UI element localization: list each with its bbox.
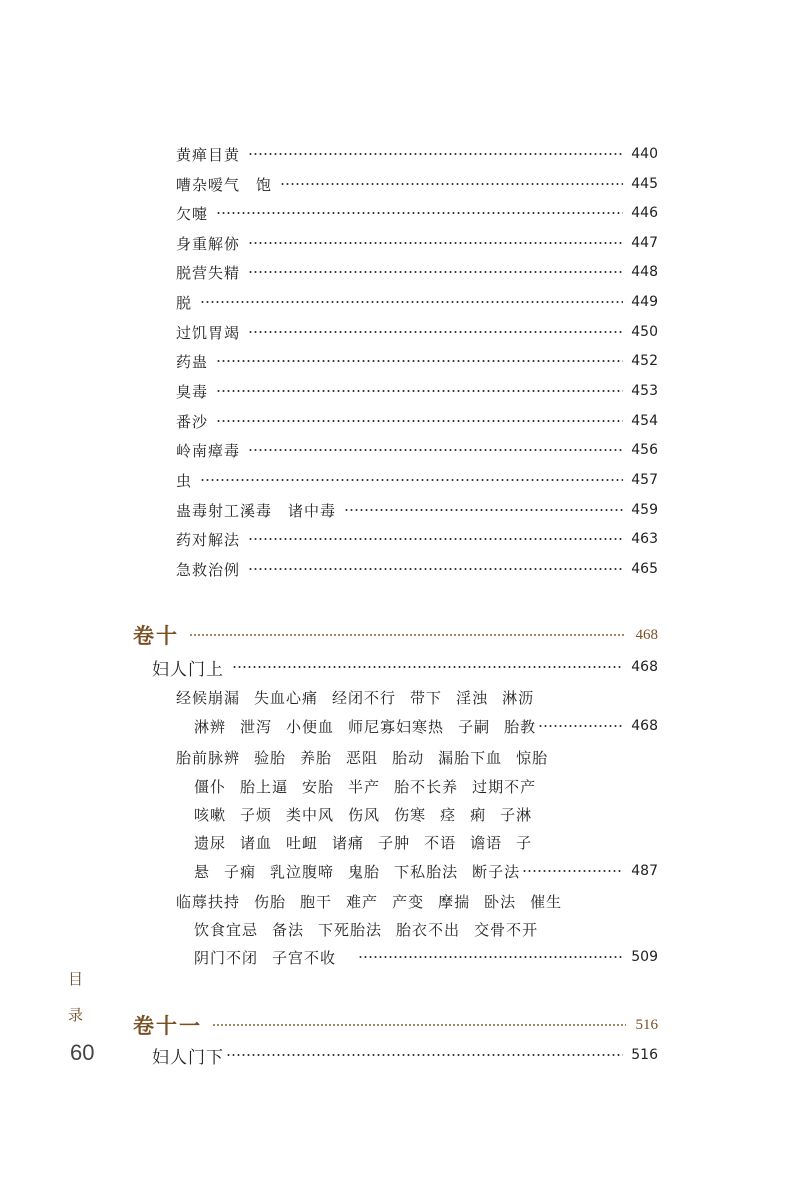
- topic: 僵仆: [194, 777, 227, 796]
- topic: 失血心痛: [254, 688, 319, 707]
- topic: 淋辨: [194, 717, 227, 736]
- leader-dots: [538, 725, 623, 727]
- topic: 备法: [272, 920, 305, 939]
- toc-entry[interactable]: [176, 142, 658, 166]
- topic: 谵语: [470, 833, 503, 852]
- topic-line: [194, 830, 546, 854]
- entry-page: 509: [631, 949, 658, 965]
- volume-title: 卷十一: [133, 1013, 202, 1038]
- topic: 饮食宜忌: [194, 920, 259, 939]
- topic: 类中风: [286, 805, 335, 824]
- leader-dots: [216, 360, 623, 362]
- entry-title: 药对解法: [176, 530, 241, 549]
- topic: 痉: [440, 805, 457, 824]
- topic: 伤寒: [394, 805, 427, 824]
- topic: 经候崩漏: [176, 688, 241, 707]
- toc-entry[interactable]: [176, 498, 658, 522]
- entry-title: 急救治例: [176, 560, 241, 579]
- volume-heading-11[interactable]: [133, 1010, 658, 1040]
- topic: 胎衣不出: [396, 920, 461, 939]
- topic: 小便血: [286, 717, 335, 736]
- section-page: 468: [631, 659, 658, 675]
- leader-dots: [248, 449, 623, 451]
- entry-page: 447: [631, 235, 658, 251]
- topic: 恶阻: [346, 748, 379, 767]
- topic: 咳嗽: [194, 805, 227, 824]
- topic: 胎不长养: [394, 777, 459, 796]
- volume-heading-10[interactable]: [133, 620, 658, 650]
- topic: 胎动: [392, 748, 425, 767]
- toc-entry[interactable]: [176, 290, 658, 314]
- topic: 不语: [424, 833, 457, 852]
- toc-entry[interactable]: [176, 468, 658, 492]
- entry-page: 448: [631, 264, 658, 280]
- toc-entry[interactable]: [176, 379, 658, 403]
- entry-page: 468: [631, 718, 658, 734]
- topic: 淫浊: [456, 688, 489, 707]
- leader-dots: [200, 301, 623, 303]
- toc-entry[interactable]: [176, 409, 658, 433]
- entry-page: 454: [631, 413, 658, 429]
- topic-line: [176, 685, 548, 709]
- topic: 摩揣: [438, 892, 471, 911]
- section-page: 516: [631, 1047, 658, 1063]
- leader-dots: [248, 271, 623, 273]
- entry-page: 463: [631, 531, 658, 547]
- toc-entry[interactable]: [176, 349, 658, 373]
- topic: 伤风: [348, 805, 381, 824]
- leader-dots: [248, 538, 623, 540]
- topic: 催生: [530, 892, 563, 911]
- topic: 卧法: [484, 892, 517, 911]
- entry-title: 过饥胃竭: [176, 323, 241, 342]
- leader-dots: [212, 1024, 626, 1026]
- topic: 痢: [470, 805, 487, 824]
- topic: 产变: [392, 892, 425, 911]
- side-label-lu: 录: [68, 1006, 84, 1024]
- toc-entry-continuation[interactable]: [194, 714, 658, 738]
- leader-dots: [280, 183, 623, 185]
- topic: 师尼寡妇寒热: [348, 717, 445, 736]
- entry-title: 蛊毒射工溪毒 诸中毒: [176, 501, 337, 520]
- topic: 子烦: [240, 805, 273, 824]
- toc-entry[interactable]: [176, 231, 658, 255]
- topic: 子宫不收: [272, 948, 337, 967]
- topic: 临蓐扶持: [176, 892, 241, 911]
- topic: 经闭不行: [332, 688, 397, 707]
- entry-title: 黄瘅目黄: [176, 145, 241, 164]
- topic-line: [194, 802, 546, 826]
- topic-line: [194, 774, 550, 798]
- entry-page: 456: [631, 442, 658, 458]
- entry-page: 459: [631, 502, 658, 518]
- topic: 阴门不闭: [194, 948, 259, 967]
- section-heading-upper[interactable]: [152, 654, 658, 680]
- leader-dots: [189, 634, 626, 636]
- toc-entry-continuation[interactable]: [194, 945, 658, 969]
- toc-entry[interactable]: [176, 527, 658, 551]
- topic: 难产: [346, 892, 379, 911]
- section-title: 妇人门下: [152, 1047, 224, 1068]
- topic: 胎前脉辨: [176, 748, 241, 767]
- entry-title: 番沙: [176, 412, 209, 431]
- topic: 半产: [348, 777, 381, 796]
- toc-entry[interactable]: [176, 260, 658, 284]
- entry-title: 嘈杂嗳气 饱: [176, 175, 273, 194]
- leader-dots: [232, 666, 623, 668]
- topic-line: [176, 745, 562, 769]
- leader-dots: [216, 212, 623, 214]
- entry-title: 药蛊: [176, 352, 209, 371]
- entry-page: 452: [631, 353, 658, 369]
- entry-page: 453: [631, 383, 658, 399]
- topic: 断子法: [472, 862, 521, 881]
- topic: 吐衄: [286, 833, 319, 852]
- page-number: 60: [70, 1040, 95, 1065]
- toc-entry[interactable]: [176, 172, 658, 196]
- leader-dots: [344, 509, 623, 511]
- topic: 过期不产: [472, 777, 537, 796]
- topic: 带下: [410, 688, 443, 707]
- topic-line: [176, 889, 576, 913]
- leader-dots: [358, 956, 623, 958]
- topic: 悬: [194, 862, 211, 881]
- topic: 验胎: [254, 748, 287, 767]
- topic-line: [194, 917, 552, 941]
- topic: 子肿: [378, 833, 411, 852]
- section-heading-lower[interactable]: [152, 1042, 658, 1068]
- entry-title: 身重解㑊: [176, 234, 241, 253]
- topic: 遗尿: [194, 833, 227, 852]
- entry-title: 脱营失精: [176, 263, 241, 282]
- leader-dots: [248, 153, 623, 155]
- entry-page: 446: [631, 205, 658, 221]
- toc-entry-continuation[interactable]: [194, 859, 658, 883]
- toc-entry[interactable]: [176, 438, 658, 462]
- topic: 鬼胎: [348, 862, 381, 881]
- topic: 漏胎下血: [438, 748, 503, 767]
- topic: 惊胎: [516, 748, 549, 767]
- leader-dots: [522, 870, 623, 872]
- entry-title: 脱: [176, 293, 193, 312]
- volume-page: 516: [635, 1016, 658, 1033]
- entry-title: 臭毒: [176, 382, 209, 401]
- topic: 子嗣: [458, 717, 491, 736]
- topic: 子痫: [224, 862, 257, 881]
- entry-page: 445: [631, 176, 658, 192]
- leader-dots: [248, 331, 623, 333]
- topic: 胎上逼: [240, 777, 289, 796]
- topic: 子: [516, 833, 533, 852]
- topic: 养胎: [300, 748, 333, 767]
- entry-page: 465: [631, 561, 658, 577]
- topic: 伤胎: [254, 892, 287, 911]
- topic: 诸痛: [332, 833, 365, 852]
- entry-title: 岭南瘴毒: [176, 441, 241, 460]
- leader-dots: [226, 1054, 623, 1056]
- volume-title: 卷十: [133, 623, 179, 648]
- leader-dots: [200, 479, 623, 481]
- volume-page: 468: [635, 626, 658, 643]
- side-label-mu: 目: [68, 970, 84, 988]
- toc-entry[interactable]: [176, 201, 658, 225]
- topic: 诸血: [240, 833, 273, 852]
- topic: 下死胎法: [318, 920, 383, 939]
- topic: 安胎: [302, 777, 335, 796]
- topic: 下私胎法: [394, 862, 459, 881]
- toc-entry[interactable]: [176, 557, 658, 581]
- topic: 胞干: [300, 892, 333, 911]
- entry-title: 虫: [176, 471, 193, 490]
- topic: 乳泣腹啼: [270, 862, 335, 881]
- topic: 交骨不开: [474, 920, 539, 939]
- entry-page: 440: [631, 146, 658, 162]
- entry-page: 449: [631, 294, 658, 310]
- leader-dots: [216, 390, 623, 392]
- leader-dots: [248, 568, 623, 570]
- leader-dots: [216, 420, 623, 422]
- topic: 子淋: [500, 805, 533, 824]
- entry-title: 欠嚏: [176, 204, 209, 223]
- topic: 胎教: [504, 717, 537, 736]
- topic: 泄泻: [240, 717, 273, 736]
- entry-page: 487: [631, 863, 658, 879]
- entry-page: 457: [631, 472, 658, 488]
- topic: 淋沥: [502, 688, 535, 707]
- entry-page: 450: [631, 324, 658, 340]
- section-title: 妇人门上: [152, 659, 224, 680]
- leader-dots: [248, 242, 623, 244]
- toc-entry[interactable]: [176, 320, 658, 344]
